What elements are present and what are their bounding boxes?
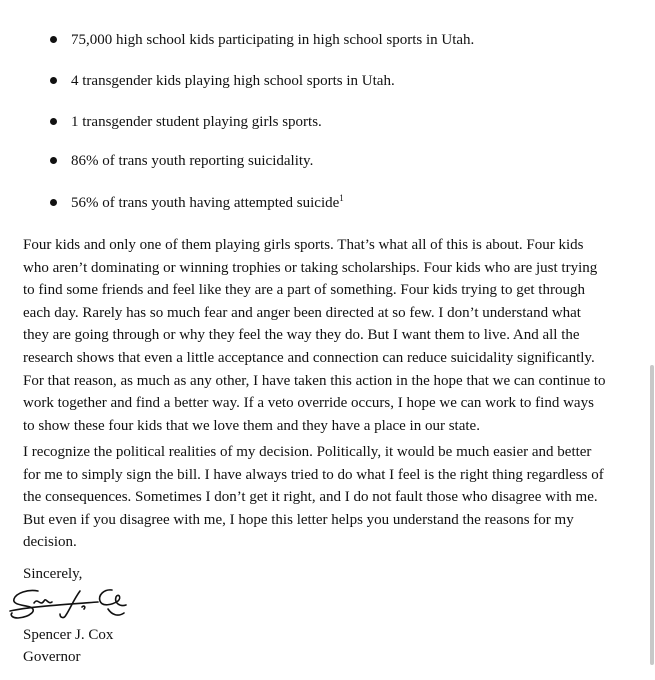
scrollbar-thumb[interactable] <box>650 365 654 665</box>
signatory-title: Governor <box>23 649 81 665</box>
paragraph-line: I recognize the political realities of my decision. Politically, it would be much easier and better <box>23 444 592 460</box>
bullet-text: 75,000 high school kids participating in high school sports in Utah. <box>71 32 475 48</box>
bullet-icon <box>50 77 57 84</box>
body-paragraph-1 <box>23 234 638 437</box>
bullet-icon <box>50 36 57 43</box>
paragraph-line: research shows that even a little acceptance and connection can reduce suicidality significantly. <box>23 349 595 366</box>
signatory-name: Spencer J. Cox <box>23 627 114 643</box>
paragraph-line: the consequences. Sometimes I don’t get it right, and I do not fault those who disagree with me. <box>23 489 598 506</box>
paragraph-line: For that reason, as much as any other, I have taken this action in the hope that we can continue to <box>23 372 606 389</box>
paragraph-line: to find some friends and feel like they are a part of something. Four kids trying to get through <box>23 282 585 299</box>
paragraph-line: who aren’t dominating or winning trophies or taking scholarships. Four kids who are just trying <box>23 259 598 276</box>
footnote-marker: 1 <box>339 193 344 203</box>
body-paragraph-2 <box>23 441 638 554</box>
bullet-icon <box>50 118 57 125</box>
bullet-icon <box>50 199 57 206</box>
bullet-text: 1 transgender student playing girls sports. <box>71 114 322 130</box>
paragraph-line: each day. Rarely has so much fear and anger been directed at so few. I don’t understand what <box>23 304 581 321</box>
paragraph-line: for me to simply sign the bill. I have always tried to do what I feel is the right thing regardless of <box>23 466 604 483</box>
bullet-icon <box>50 157 57 164</box>
bullet-text-main: 56% of trans youth having attempted suicide <box>71 195 340 211</box>
scrollbar[interactable] <box>649 0 655 680</box>
paragraph-line: Four kids and only one of them playing girls sports. That’s what all of this is about. Four kids <box>23 237 584 253</box>
signature-icon <box>8 585 133 623</box>
bullet-text <box>71 192 344 214</box>
bullet-text: 86% of trans youth reporting suicidality. <box>71 153 314 169</box>
paragraph-line: work together and find a better way. If a veto override occurs, I hope we can work to find ways <box>23 395 594 412</box>
paragraph-line: decision. <box>23 534 77 551</box>
paragraph-line: to show these four kids that we love them and they have a place in our state. <box>23 417 480 434</box>
paragraph-line: they are going through or why they feel the way they do. But I want them to live. And all the <box>23 327 580 344</box>
salutation: Sincerely, <box>23 566 83 582</box>
bullet-text: 4 transgender kids playing high school sports in Utah. <box>71 73 395 89</box>
paragraph-line: But even if you disagree with me, I hope this letter helps you understand the reasons for my <box>23 511 574 528</box>
